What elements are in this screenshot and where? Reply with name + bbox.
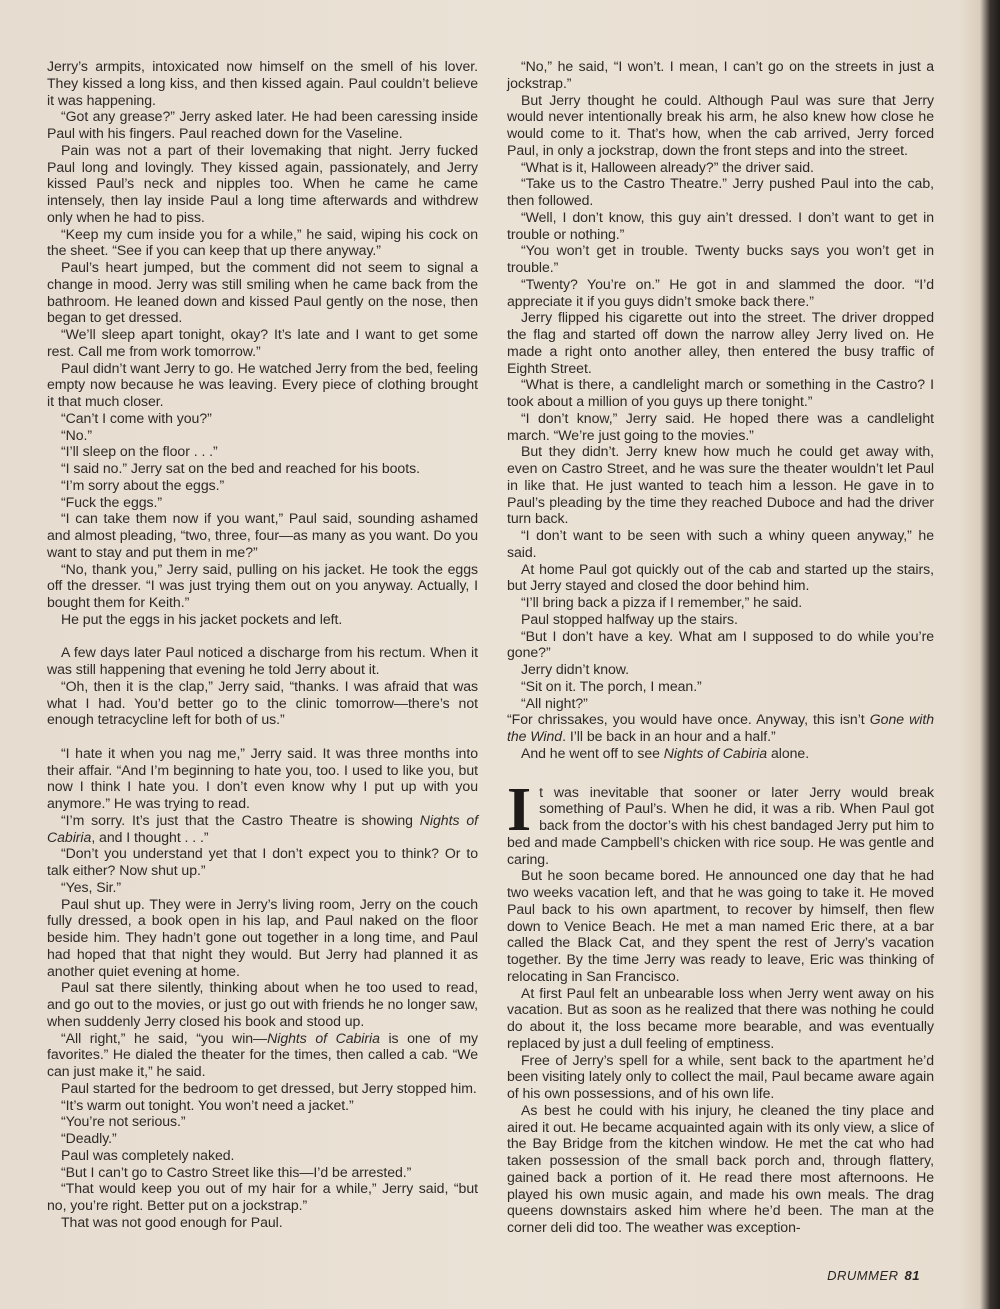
paragraph-text: That was not good enough for Paul. — [61, 1213, 283, 1230]
paragraph — [47, 460, 478, 477]
paragraph-text: “But I don’t have a key. What am I supposed to do while you’re gone?” — [507, 627, 934, 661]
paragraph — [47, 896, 478, 980]
paragraph — [47, 611, 478, 628]
paragraph-text: “I don’t want to be seen with such a whiny queen anyway,” he said. — [507, 527, 934, 560]
right-column — [507, 58, 934, 1236]
paragraph-text: Jerry didn’t know. — [521, 661, 629, 677]
paragraph-text: “Take us to the Castro Theatre.” Jerry pushed Paul into the cab, then followed. — [507, 175, 934, 208]
paragraph — [47, 427, 478, 444]
paragraph-text: Free of Jerry’s spell for a while, sent back to the apartment he’d been visiting lately only to collect the mail, Paul became aware again of his own possessions, and of his own life. — [507, 1051, 934, 1101]
paragraph-text: “What is it, Halloween already?” the driver said. — [521, 158, 814, 175]
paragraph — [507, 985, 934, 1052]
paragraph-text: Pain was not a part of their lovemaking that night. Jerry fucked Paul long and lovingly. They kissed again, passionately, and Jerry kissed Paul’s neck and nipples too. When he came he came intensely, then lay inside Paul a long time afterwards and withdrew only when he had to piss. — [47, 141, 478, 225]
paragraph-text: alone. — [767, 744, 810, 761]
paragraph — [47, 845, 478, 879]
paragraph — [47, 510, 478, 560]
paragraph — [47, 678, 478, 728]
paragraph — [47, 1214, 478, 1231]
paragraph-text: But he soon became bored. He announced one day that he had two weeks vacation left, and that he was going to take it. He moved Paul back to his own apartment, to recover by himself, then flew down to Venice Beach. He met a man named Eric there, at a bar called the Black Cat, and they spent the rest of Jerry’s vacation together. By the time Jerry was ready to leave, Eric was thinking of relocating in San Francisco. — [507, 867, 934, 984]
paragraph — [47, 142, 478, 226]
paragraph — [47, 1030, 478, 1080]
paragraph — [507, 209, 934, 243]
paragraph — [47, 326, 478, 360]
paragraph — [47, 226, 478, 260]
paragraph — [507, 410, 934, 444]
paragraph — [507, 276, 934, 310]
paragraph — [47, 1097, 478, 1114]
paragraph — [47, 1147, 478, 1164]
paragraph-text: “Deadly.” — [61, 1130, 117, 1146]
paragraph — [507, 661, 934, 678]
paragraph — [507, 527, 934, 561]
paragraph-text: Paul sat there silently, thinking about when he too used to read, and go out to the movies, or just go out with friends he no longer saw, when suddenly Jerry closed his book and stood up. — [47, 979, 478, 1029]
paragraph — [47, 1130, 478, 1147]
drop-cap: I — [507, 775, 532, 844]
italic-title: Gone with the Wind — [507, 711, 934, 744]
paragraph-text: As best he could with his injury, he cleaned the tiny place and aired it out. He became acquainted again with its only view, a slice of the Bay Bridge from the kitchen window. He met the cat who had taken possession of the small back porch and, through flattery, gained back a portion of it. He read there most afternoons. He played his own music again, and made his own meals. The drag queens downstairs asked him where he’d been. The man at the corner deli did too. The weather was exception- — [507, 1101, 934, 1235]
paragraph — [507, 594, 934, 611]
paragraph-text: “No,” he said, “I won’t. I mean, I can’t go on the streets in just a jockstrap.” — [507, 58, 934, 91]
paragraph — [47, 1080, 478, 1097]
paragraph-text: “I hate it when you nag me,” Jerry said. It was three months into their affair. “And I’m beginning to hate you, too. I used to like you, but now I think I hate you. I don’t even know why I put up with you anymore.” He was trying to read. — [47, 744, 478, 811]
paragraph — [507, 711, 934, 745]
paragraph — [507, 175, 934, 209]
paragraph-text: And he went off to see — [521, 744, 664, 761]
paragraph-text: Paul was completely naked. — [61, 1146, 235, 1163]
paragraph — [47, 443, 478, 460]
paragraph-text: “For chrissakes, you would have once. Anyway, this isn’t — [507, 711, 870, 728]
paragraph-text: “All night?” — [521, 694, 588, 711]
paragraph-text: t was inevitable that sooner or later Jerry would break something of Paul’s. When he did, it was a rib. When Paul got back from the doctor’s with his chest bandaged Jerry put him to bed and made Campbell’s chicken with rice soup. He was gentle and caring. — [507, 783, 934, 867]
paragraph-text: “Fuck the eggs.” — [61, 493, 163, 510]
paragraph-text: “I’m sorry. It’s just that the Castro Theatre is showing — [61, 811, 420, 828]
paragraph-text: “Got any grease?” Jerry asked later. He had been caressing inside Paul with his fingers. Paul reached down for the Vaseline. — [47, 108, 478, 141]
paragraph-text: . I’ll be back in an hour and a half.” — [562, 728, 776, 744]
paragraph-text: Paul stopped halfway up the stairs. — [521, 610, 738, 627]
paragraph — [507, 628, 934, 662]
paragraph — [47, 979, 478, 1029]
paragraph — [47, 879, 478, 896]
paragraph — [47, 1164, 478, 1181]
paragraph-text: “No.” — [61, 426, 93, 443]
paragraph-text: “I don’t know,” Jerry said. He hoped there was a candlelight march. “We’re just going to the movies.” — [507, 409, 934, 443]
paragraph — [507, 611, 934, 628]
paragraph — [47, 561, 478, 611]
paragraph — [507, 92, 934, 159]
paragraph-text: “I can take them now if you want,” Paul said, sounding ashamed and almost pleading, “two, three, four—as many as you want. Do you want to stay and put them in me?” — [47, 510, 478, 560]
paragraph — [47, 108, 478, 142]
paragraph — [507, 678, 934, 695]
paragraph-text: Paul didn’t want Jerry to go. He watched Jerry from the bed, feeling empty now because he was leaving. Every piece of clothing brought it that much closer. — [47, 359, 478, 409]
paragraph-text: At home Paul got quickly out of the cab and started up the stairs, but Jerry stayed and closed the door behind him. — [507, 560, 934, 594]
paragraph — [47, 360, 478, 410]
page-footer — [827, 1268, 920, 1283]
paragraph-text: Paul started for the bedroom to get dressed, but Jerry stopped him. — [61, 1079, 477, 1096]
italic-title: Nights of Cabiria — [47, 811, 478, 845]
paragraph — [47, 477, 478, 494]
paragraph — [47, 745, 478, 812]
paragraph — [47, 1180, 478, 1214]
paragraph-text: “Keep my cum inside you for a while,” he said, wiping his cock on the sheet. “See if you can keep that up there anyway.” — [47, 225, 478, 259]
paragraph-text: “All right,” he said, “you win— — [61, 1029, 268, 1046]
paragraph — [507, 376, 934, 410]
paragraph — [507, 1102, 934, 1236]
paragraph-text: A few days later Paul noticed a discharge from his rectum. When it was still happening that evening he told Jerry about it. — [47, 644, 478, 677]
paragraph-text: “Well, I don’t know, this guy ain’t dressed. I don’t want to get in trouble or nothing.” — [507, 208, 934, 242]
paragraph — [507, 1052, 934, 1102]
paragraph — [507, 58, 934, 92]
paragraph-text: Jerry flipped his cigarette out into the street. The driver dropped the flag and started off down the narrow alley Jerry lived on. He made a right onto another alley, then entered the busy traffic of Eighth Street. — [507, 309, 934, 376]
paragraph-text: “You’re not serious.” — [61, 1113, 186, 1130]
paragraph — [47, 812, 478, 846]
paragraph-text: “Twenty? You’re on.” He got in and slammed the door. “I’d appreciate it if you guys didn’t smoke back there.” — [507, 275, 934, 309]
paragraph-text: “No, thank you,” Jerry said, pulling on his jacket. He took the eggs off the dresser. “I was just trying them out on you anyway. Actually, I bought them for Keith.” — [47, 560, 478, 610]
italic-title: Nights of Cabiria — [267, 1029, 380, 1046]
paragraph — [47, 58, 478, 108]
paragraph-text: “You won’t get in trouble. Twenty bucks says you won’t get in trouble.” — [507, 242, 934, 275]
paragraph-text: Jerry’s armpits, intoxicated now himself on the smell of his lover. They kissed a long kiss, and then kissed again. Paul couldn’t believe it was happening. — [47, 58, 478, 108]
paragraph-text: “Yes, Sir.” — [61, 878, 122, 895]
paragraph-text: But Jerry thought he could. Although Paul was sure that Jerry would never intentionally break his arm, he also knew how close he would come to it. That’s how, when the cab arrived, Jerry forced Paul, in only a jockstrap, down the front steps and into the street. — [507, 91, 934, 158]
paragraph-text: “Can’t I come with you?” — [61, 409, 212, 426]
paragraph — [507, 443, 934, 527]
italic-title: Nights of Cabiria — [663, 744, 768, 761]
paragraph — [507, 867, 934, 984]
paragraph-text: He put the eggs in his jacket pockets and left. — [61, 610, 343, 627]
paragraph-text: “Don’t you understand yet that I don’t expect you to think? Or to talk either? Now shut up.” — [47, 845, 478, 878]
paragraph-text: “I’m sorry about the eggs.” — [61, 476, 225, 493]
paragraph-text: But they didn’t. Jerry knew how much he could get away with, even on Castro Street, and he was sure the theater wouldn’t let Paul in like that. He just wanted to teach him a lesson. He gave in to Paul’s pleading by the time they reached Duboce and had the driver turn back. — [507, 443, 934, 527]
paragraph-text: “I’ll bring back a pizza if I remember,” he said. — [521, 594, 803, 610]
paragraph-text: “Oh, then it is the clap,” Jerry said, “thanks. I was afraid that was what I had. You’d better go to the clinic tomorrow—there’s not enough tetracycline left for both of us.” — [47, 677, 478, 728]
paragraph — [507, 309, 934, 376]
paragraph — [47, 410, 478, 427]
paragraph-text: “We’ll sleep apart tonight, okay? It’s late and I want to get some rest. Call me from work tomorrow.” — [47, 326, 478, 359]
paragraph — [47, 644, 478, 678]
paragraph — [507, 775, 934, 868]
paragraph-text: Paul’s heart jumped, but the comment did not seem to signal a change in mood. Jerry was still smiling when he came back from the bathroom. He leaned down and kissed Paul gently on the nose, then began to get dressed. — [47, 259, 478, 326]
paragraph-text: , and I thought . . .” — [91, 828, 209, 845]
paragraph — [507, 561, 934, 595]
paragraph — [507, 745, 934, 762]
paragraph-text: “Sit on it. The porch, I mean.” — [521, 677, 702, 694]
left-column — [47, 58, 478, 1231]
paragraph-text: is one of my favorites.” He dialed the theater for the times, then called a cab. “We can just make it,” he said. — [47, 1029, 479, 1079]
paragraph-text: “But I can’t go to Castro Street like this—I’d be arrested.” — [61, 1163, 412, 1180]
paragraph — [47, 259, 478, 326]
paragraph — [507, 159, 934, 176]
paragraph — [507, 242, 934, 276]
paragraph-text: “I said no.” Jerry sat on the bed and reached for his boots. — [61, 460, 420, 476]
paragraph — [47, 1113, 478, 1130]
paragraph-text: “I’ll sleep on the floor . . .” — [61, 443, 218, 460]
magazine-name: DRUMMER — [827, 1268, 899, 1283]
paragraph-text: “What is there, a candlelight march or something in the Castro? I took about a million of you guys up there tonight.” — [507, 376, 934, 409]
paragraph-text: “That would keep you out of my hair for a while,” Jerry said, “but no, you’re right. Better put on a jockstrap.” — [47, 1180, 478, 1213]
page-number: 81 — [904, 1268, 920, 1283]
paragraph-text: “It’s warm out tonight. You won’t need a jacket.” — [61, 1096, 354, 1113]
paragraph — [507, 695, 934, 712]
paragraph — [47, 494, 478, 511]
paragraph-text: At first Paul felt an unbearable loss when Jerry went away on his vacation. But as soon as he realized that there was nothing he could do about it, the loss became more bearable, and was eventually replaced by just a dull feeling of emptiness. — [507, 984, 934, 1051]
paragraph-text: Paul shut up. They were in Jerry’s living room, Jerry on the couch fully dressed, a book open in his lap, and Paul naked on the floor beside him. They hadn’t gone out together in a long time, and Paul had hoped that that night they would. But Jerry had planned it as another quiet evening at home. — [47, 895, 478, 979]
